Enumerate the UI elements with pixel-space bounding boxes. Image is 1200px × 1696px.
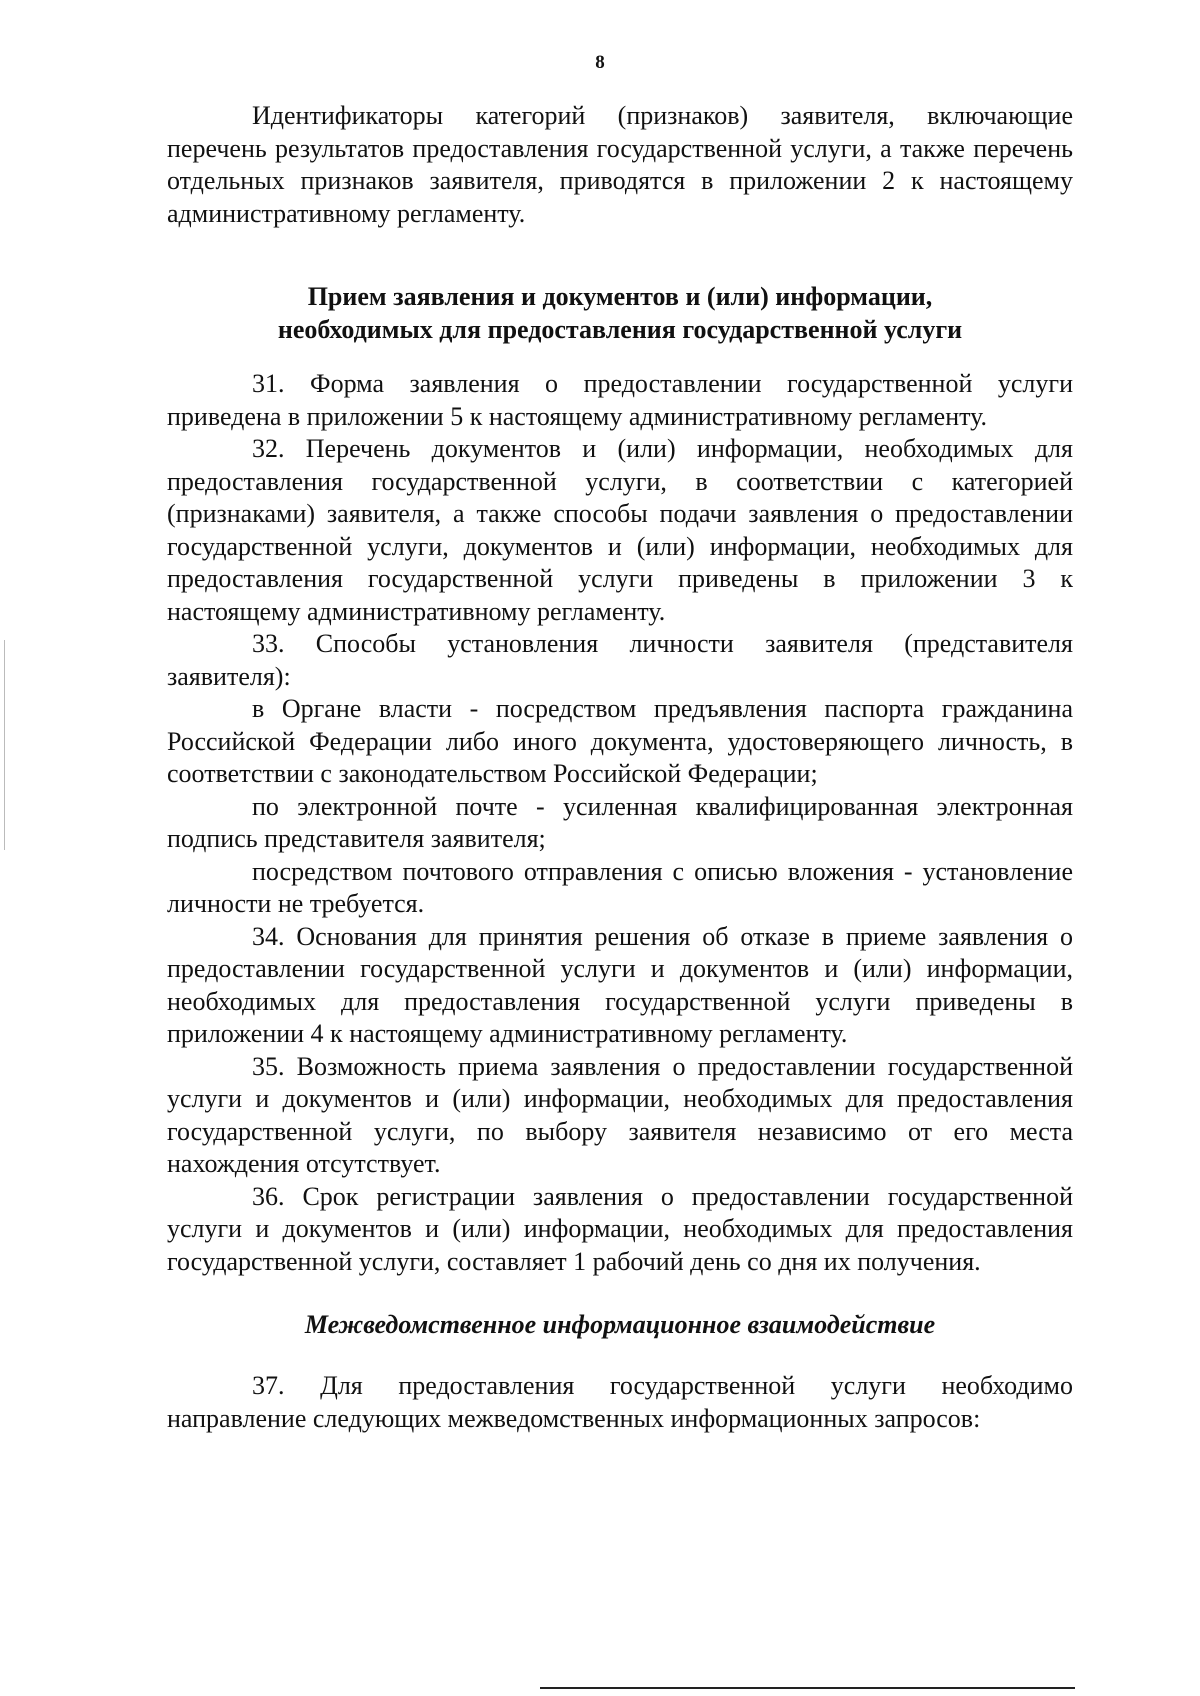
section-heading-line-1: Прием заявления и документов и (или) информации, xyxy=(307,282,933,311)
paragraph-37: 37. Для предоставления государственной услуги необходимо направление следующих межведомственных информационных запросов: xyxy=(167,1371,1073,1433)
paragraph-33-item-1: в Органе власти - посредством предъявления паспорта гражданина Российской Федерации либо иного документа, удостоверяющего личность, в соответствии с законодательством Российской Федерации; xyxy=(167,694,1073,788)
section-body-interagency xyxy=(167,1370,1073,1435)
paragraph-33: 33. Способы установления личности заявителя (представителя заявителя): xyxy=(167,629,1073,691)
section-body-reception xyxy=(167,368,1073,1278)
section-heading-reception xyxy=(167,280,1073,346)
page-number: 8 xyxy=(595,52,605,73)
paragraph-35: 35. Возможность приема заявления о предоставлении государственной услуги и документов и (или) информации, необходимых для предоставления государственной услуги, по выбору заявителя независимо от его места нахождения отсутствует. xyxy=(167,1051,1073,1178)
paragraph-31: 31. Форма заявления о предоставлении государственной услуги приведена в приложении 5 к настоящему административному регламенту. xyxy=(167,369,1073,431)
paragraph-34: 34. Основания для принятия решения об отказе в приеме заявления о предоставлении государственной услуги и документов и (или) информации, необходимых для предоставления государственной услуги приведены в приложении 4 к настоящему административному регламенту. xyxy=(167,921,1073,1048)
paragraph-33-item-2: по электронной почте - усиленная квалифицированная электронная подпись представителя заявителя; xyxy=(167,791,1073,853)
intro-paragraph: Идентификаторы категорий (признаков) заявителя, включающие перечень результатов предоставления государственной услуги, а также перечень отдельных признаков заявителя, приводятся в приложении 2 к настоящему административному регламенту. xyxy=(167,101,1073,228)
section-heading-interagency xyxy=(167,1308,1073,1341)
paragraph-32: 32. Перечень документов и (или) информации, необходимых для предоставления государственной услуги, в соответствии с категорией (признаками) заявителя, а также способы подачи заявления о предоставлении государственной услуги, документов и (или) информации, необходимых для предоставления государственной услуги приведены в приложении 3 к настоящему административному регламенту. xyxy=(167,434,1073,626)
section-heading-interagency-text: Межведомственное информационное взаимодействие xyxy=(304,1310,936,1339)
section-heading-line-2: необходимых для предоставления государственной услуги xyxy=(277,315,963,344)
paragraph-36: 36. Срок регистрации заявления о предоставлении государственной услуги и документов и (или) информации, необходимых для предоставления государственной услуги, составляет 1 рабочий день со дня их получения. xyxy=(167,1181,1073,1276)
bottom-rule xyxy=(540,1687,1075,1689)
intro-block xyxy=(167,100,1073,230)
paragraph-33-item-3: посредством почтового отправления с описью вложения - установление личности не требуется. xyxy=(167,856,1073,918)
scan-edge-mark xyxy=(4,640,5,850)
